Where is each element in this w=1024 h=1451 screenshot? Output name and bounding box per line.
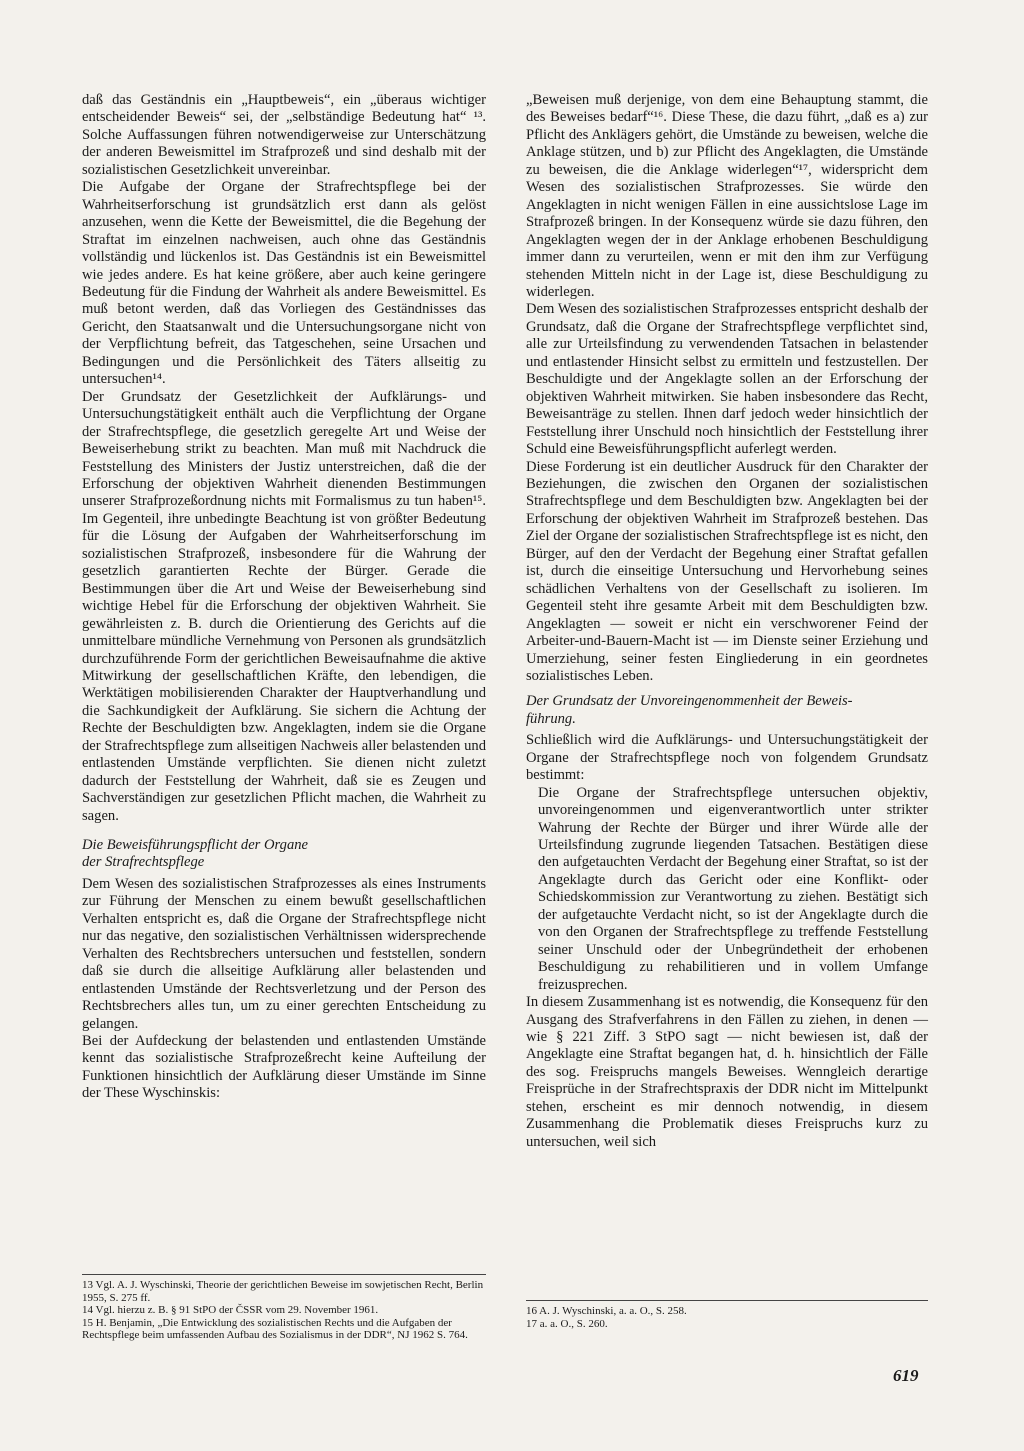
footnote: 13 Vgl. A. J. Wyschinski, Theorie der gerichtlichen Beweise im sowjetischen Recht, Berlin 1955, S. 275 ff. xyxy=(82,1279,484,1304)
paragraph: In diesem Zusammenhang ist es notwendig, die Konsequenz für den Ausgang des Strafverfahrens in den Fällen zu ziehen, in denen — wie § 221 Ziff. 3 StPO sagt — nicht bewiesen ist, daß der Angeklagte eine Straftat begangen hat, d. h. hinsichtlich der Fälle des sog. Freispruchs mangels Beweises. Wenngleich derartige Freisprüche in der Strafrechtspraxis der DDR nicht im Mittelpunkt stehen, erscheint es mir dennoch notwendig, in diesem Zusammenhang die Problematik dieses Freispruchs kurz zu untersuchen, weil sich xyxy=(526,994,928,1150)
paragraph: Schließlich wird die Aufklärungs- und Untersuchungstätigkeit der Organe der Strafrechtspflege noch von folgendem Grundsatz bestimmt: xyxy=(526,732,928,784)
footnote: 15 H. Benjamin, „Die Entwicklung des sozialistischen Rechts und die Aufgaben der Rechtspflege beim umfassenden Aufbau des Sozialismus in der DDR“, NJ 1962 S. 764. xyxy=(82,1316,468,1342)
footnote-divider xyxy=(526,1300,928,1301)
paragraph: daß das Geständnis ein „Hauptbeweis“, ein „überaus wichtiger entscheidender Beweis“ sei, der „selbständige Bedeutung hat“ ¹³. Solche Auffassungen führen notwendigerweise zur Unterschätzung der anderen Beweismittel im Strafprozeß und sind deshalb mit der sozialistischen Gesetzlichkeit unvereinbar. xyxy=(82,92,486,178)
paragraph: Bei der Aufdeckung der belastenden und entlastenden Umstände kennt das sozialistische Strafprozeßrecht keine Aufteilung der Funktionen hinsichtlich der Aufklärung dieser Umstände im Sinne der These Wyschinskis: xyxy=(82,1033,486,1102)
footnote: 16 A. J. Wyschinski, a. a. O., S. 258. xyxy=(526,1305,687,1317)
paragraph: Der Grundsatz der Gesetzlichkeit der Aufklärungs- und Untersuchungstätigkeit enthält auch die Verpflichtung der Organe der Strafrechtspflege, die gesetzlich geregelte Art und Weise der Beweiserhebung strikt zu beachten. Man muß mit Nachdruck die Feststellung des Ministers der Justiz unterstreichen, daß die der Erforschung der objektiven Wahrheit dienenden Bestimmungen unserer Strafprozeßordnung nichts mit Formalismus zu tun haben¹⁵. Im Gegenteil, ihre unbedingte Beachtung ist von größter Bedeutung für die Lösung der Aufgaben der Wahrheitserforschung im sozialistischen Strafprozeß, insbesondere für die Wahrung der gesetzlich garantierten Rechte der Bürger. Gerade die Bestimmungen über die Art und Weise der Beweiserhebung sind wichtige Hebel für die Erforschung der objektiven Wahrheit. Sie gewährleisten z. B. durch die Orientierung des Gerichts auf die unmittelbare mündliche Vernehmung von Personen als grundsätzlich durchzuführende Form der gerichtlichen Beweisaufnahme die aktive Mitwirkung der gesellschaftlichen Kräfte, den lebendigen, die Werktätigen mobilisierenden Charakter der Hauptverhandlung und die Sachkundigkeit der Aufklärung. Sie sichern die Achtung der Rechte der Beschuldigten bzw. Angeklagten, indem sie die Organe der Strafrechtspflege zum allseitigen Nachweis aller belastenden und entlastenden Umstände verpflichten. Sie dienen nicht zuletzt dadurch der Feststellung der Wahrheit, daß sie es Zeugen und Sachverständigen zur gesetzlichen Pflicht machen, die Wahrheit zu sagen. xyxy=(82,388,486,824)
paragraph: „Beweisen muß derjenige, von dem eine Behauptung stammt, die des Beweises bedarf“¹⁶. Diese These, die dazu führt, „daß es a) zur Pflicht des Anklägers gehört, die Umstände zu beweisen, welche die Anklage stützen, und b) zur Pflicht des Angeklagten, die Umstände zu beweisen, die die Anklage widerlegen“¹⁷, widerspricht dem Wesen des sozialistischen Strafprozesses. Sie würde den Angeklagten in nicht wenigen Fällen in eine aussichtslose Lage im Strafprozeß bringen. In der Konsequenz würde sie dazu führen, den Angeklagten wegen der in der Anklage erhobenen Beschuldigung immer dann zu verurteilen, wenn er mit den ihm zur Verfügung stehenden Mitteln nicht in der Lage ist, diese Beschuldigung zu widerlegen. xyxy=(526,92,928,300)
block-quote: Die Organe der Strafrechtspflege untersuchen objektiv, unvoreingenommen und eigenverantwortlich unter strikter Wahrung der Rechte der Bürger und ihrer Würde alle der Urteilsfindung zugrunde liegenden Tatsachen. Bestätigen diese den aufgetauchten Verdacht der Begehung einer Straftat, so ist der Angeklagte durch das Gericht oder eine Konflikt- oder Schiedskommission zur Verantwortung zu ziehen. Bestätigt sich der aufgetauchte Verdacht nicht, so ist der Angeklagte durch die von den Organen der Strafrechtspflege zu treffende Feststellung seiner Unschuld oder der Unbegründetheit der erhobenen Beschuldigung zu rehabilitieren und in vollem Umfange freizusprechen. xyxy=(538,784,928,993)
section-heading-line: der Strafrechtspflege xyxy=(82,854,205,871)
section-heading-line: führung. xyxy=(526,710,576,727)
left-column xyxy=(82,92,486,1103)
footnote: 14 Vgl. hierzu z. B. § 91 StPO der ČSSR vom 29. November 1961. xyxy=(82,1304,379,1317)
section-heading xyxy=(526,693,928,728)
paragraph: Diese Forderung ist ein deutlicher Ausdruck für den Charakter der Beziehungen, die zwischen den Organen der sozialistischen Strafrechtspflege und dem Beschuldigten bzw. Angeklagten bei der Erforschung der objektiven Wahrheit im Strafprozeß bestehen. Das Ziel der Organe der sozialistischen Strafrechtspflege ist es nicht, den Bürger, auf den der Verdacht der Begehung einer Straftat gefallen ist, durch die einseitige Untersuchung und Hervorhebung seines schädlichen Verhaltens von der Gesellschaft zu isolieren. Im Gegenteil steht ihre gesamte Arbeit mit dem Beschuldigten bzw. Angeklagten — soweit er nicht ein verschworener Feind der Arbeiter-und-Bauern-Macht ist — im Dienste seiner Erziehung und Umerziehung, seiner festen Eingliederung in ein geordnetes sozialistisches Leben. xyxy=(526,458,928,684)
left-footnotes xyxy=(82,1268,486,1342)
paragraph: Die Aufgabe der Organe der Strafrechtspflege bei der Wahrheitserforschung ist grundsätzlich erst dann als gelöst anzusehen, wenn die Kette der Beweismittel, die die Begehung der Straftat im einzelnen nachweisen, auch ohne das Geständnis vollständig und lückenlos ist. Das Geständnis ist ein Beweismittel wie jedes andere. Es hat keine größere, aber auch keine geringere Bedeutung für die Findung der Wahrheit als andere Beweismittel. Es muß betont werden, daß das Vorliegen des Geständnisses das Gericht, den Staatsanwalt und die Untersuchungsorgane nicht von der Verpflichtung befreit, das Tatgeschehen, seine Ursachen und Bedingungen und die Persönlichkeit des Täters allseitig zu untersuchen¹⁴. xyxy=(82,179,486,388)
section-heading-line: Der Grundsatz der Unvoreingenommenheit der Beweis- xyxy=(526,693,853,710)
paragraph: Dem Wesen des sozialistischen Strafprozesses als eines Instruments zur Führung der Menschen zu einem bewußt gesellschaftlichen Verhalten entspricht es, daß die Organe der Strafrechtspflege nicht nur das negative, den sozialistischen Verhältnissen widersprechende Verhalten des Rechtsbrechers untersuchen und feststellen, sondern daß sie durch die allseitige Aufklärung aller belastenden und entlastenden Umstände der Rechtsverletzung und der Person des Rechtsbrechers alles tun, um zu einer gerechten Entscheidung zu gelangen. xyxy=(82,875,486,1032)
section-heading-line: Die Beweisführungspflicht der Organe xyxy=(82,837,309,854)
section-heading xyxy=(82,837,486,872)
footnote: 17 a. a. O., S. 260. xyxy=(526,1317,608,1330)
paragraph: Dem Wesen des sozialistischen Strafprozesses entspricht deshalb der Grundsatz, daß die Organe der Strafrechtspflege verpflichtet sind, alle zur Urteilsfindung zu verwendenden Tatsachen in belastender und entlastender Hinsicht selbst zu ermitteln und festzustellen. Der Beschuldigte und der Angeklagte sollen an der Erforschung der objektiven Wahrheit mitwirken. Sie haben insbesondere das Recht, Beweisanträge zu stellen. Ihnen darf jedoch weder hinsichtlich der Feststellung ihrer Unschuld noch hinsichtlich der Feststellung ihrer Schuld eine Beweisführungspflicht auferlegt werden. xyxy=(526,301,928,458)
footnote-divider xyxy=(82,1274,486,1275)
right-footnotes xyxy=(526,1294,928,1330)
right-column xyxy=(526,92,928,1151)
page-number: 619 xyxy=(893,1366,919,1385)
